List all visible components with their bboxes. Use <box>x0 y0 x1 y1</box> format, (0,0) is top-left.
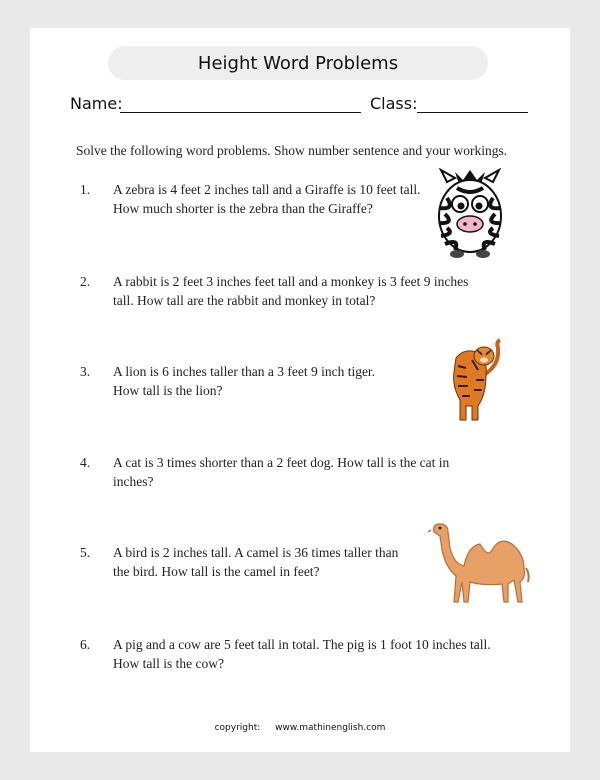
problem-line: How tall is the cow? <box>113 656 224 671</box>
copyright-label: copyright: <box>214 723 261 733</box>
problem-number: 2. <box>80 274 91 289</box>
problem-line: the bird. How tall is the camel in feet? <box>113 564 320 579</box>
problem-number: 6. <box>80 637 91 652</box>
tiger-illustration <box>442 336 504 424</box>
problem-line: A zebra is 4 feet 2 inches tall and a Giraffe is 10 feet tall. <box>113 182 421 197</box>
problem-line: A pig and a cow are 5 feet tall in total. The pig is 1 foot 10 inches tall. <box>113 637 491 652</box>
problem-number: 4. <box>80 455 91 470</box>
problem-number: 3. <box>80 364 91 379</box>
footer-copyright <box>30 723 570 733</box>
problem-line: How much shorter is the zebra than the Giraffe? <box>113 201 373 216</box>
website-link[interactable]: www.mathinenglish.com <box>275 723 386 733</box>
class-blank-line <box>417 112 528 113</box>
problem-text <box>113 272 493 310</box>
problem-line: How tall is the lion? <box>113 383 223 398</box>
problem-line: tall. How tall are the rabbit and monkey in total? <box>113 293 376 308</box>
problem-number: 5. <box>80 545 91 560</box>
problem-number: 1. <box>80 182 91 197</box>
problem-text <box>113 453 493 491</box>
problem-line: A rabbit is 2 feet 3 inches feet tall and a monkey is 3 feet 9 inches <box>113 274 469 289</box>
student-info-row <box>70 94 530 118</box>
problem-line: A bird is 2 inches tall. A camel is 36 times taller than <box>113 545 399 560</box>
instructions: Solve the following word problems. Show number sentence and your workings. <box>76 143 508 158</box>
title-text: Height Word Problems <box>197 52 399 74</box>
worksheet-page <box>30 28 570 752</box>
zebra-illustration <box>435 168 505 260</box>
problem-text <box>113 635 493 673</box>
problem-line: A cat is 3 times shorter than a 2 feet dog. How tall is the cat in <box>113 455 450 470</box>
name-label: Name: <box>70 94 123 113</box>
worksheet-title <box>108 46 488 80</box>
class-label: Class: <box>370 94 418 113</box>
problem-line: A lion is 6 inches taller than a 3 feet 9 inch tiger. <box>113 364 376 379</box>
problem-line: inches? <box>113 474 154 489</box>
problem-text <box>113 362 493 400</box>
camel-illustration <box>428 518 532 608</box>
name-blank-line <box>120 112 361 113</box>
